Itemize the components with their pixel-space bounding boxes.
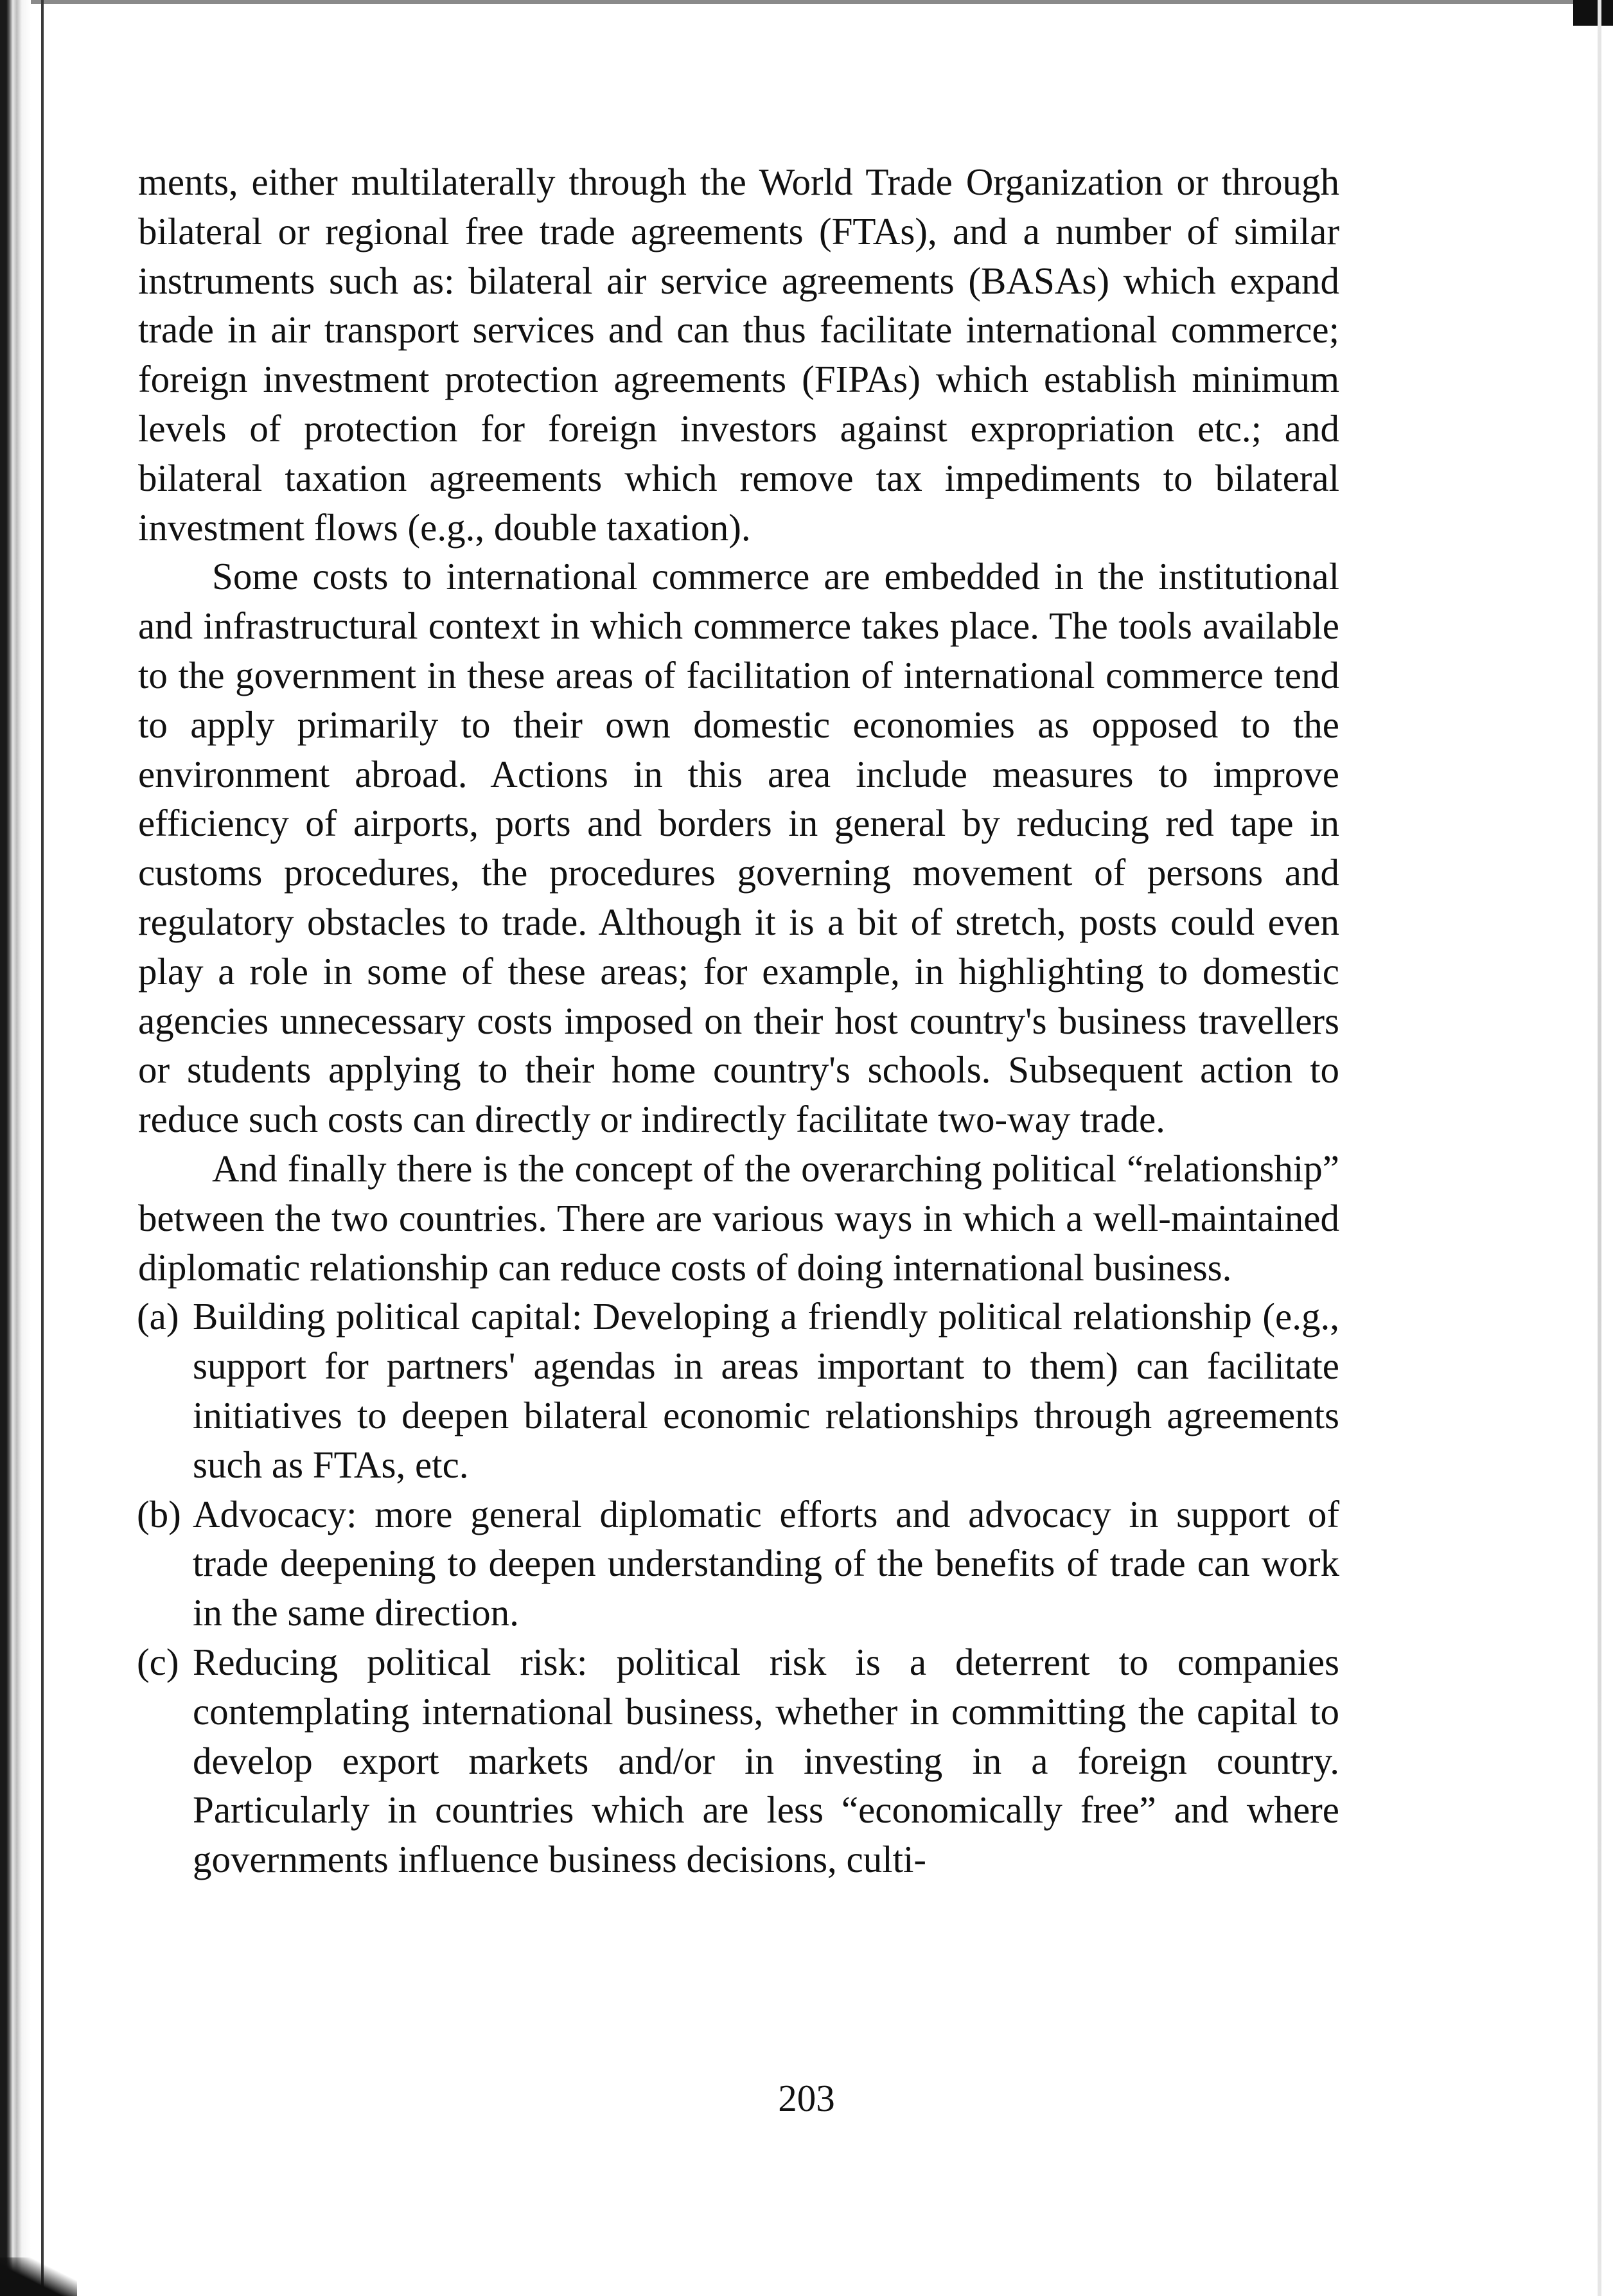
scan-edge-left [0,0,31,2296]
list-marker: (c) [137,1640,179,1683]
scan-corner-bottom-left [0,2257,77,2296]
page-number: 203 [778,2077,835,2119]
paragraph-institutional-costs: Some costs to international commerce are embedded in the institutional and infrastructural context in which commerce takes place. The tools available to the government in these areas of facilitation of international commerce tend to apply primarily to their own domestic economies as opposed to the environment abroad. Actions in this area include measures to improve efficiency of airports, ports and borders in general by reducing red tape in customs procedures, the procedures governing movement of persons and regulatory obstacles to trade. Although it is a bit of stretch, posts could even play a role in some of these areas; for example, in highlighting to domestic agencies unnecessary costs imposed on their host country's business travellers or students applying to their home country's schools. Subsequent action to reduce such costs can directly or indirectly facilitate two-way trade. [138,555,1339,1141]
list-item-text: Advocacy: more general diplomatic efforts and advocacy in support of trade deepening to deepen understanding of the benefits of trade can work in the same direction. [193,1492,1339,1634]
scan-corner-top-right [1573,0,1613,26]
list-item-political-capital [138,1292,1339,1489]
list-marker: (a) [137,1295,179,1338]
paragraph-political-relationship: And finally there is the concept of the overarching political “relationship” between the two countries. There are various ways in which a well-maintained diplomatic relationship can reduce costs of doing international business. [138,1147,1339,1289]
list-marker: (b) [137,1492,181,1535]
list-item-political-risk [138,1638,1339,1884]
page-body [138,157,1339,1884]
list-item-text: Reducing political risk: political risk is a deterrent to companies contemplating international business, whether in committing the capital to develop export markets and/or in investing in a foreign country. Particularly in countries which are less “economically free” and where governments influence business decisions, culti- [193,1640,1339,1881]
list-item-advocacy [138,1490,1339,1638]
scan-edge-top [0,0,1613,4]
list-item-text: Building political capital: Developing a friendly political relationship (e.g., support for partners' agendas in areas important to them) can facilitate initiatives to deepen bilateral economic relationships through agreements such as FTAs, etc. [193,1295,1339,1486]
scan-edge-left-line [41,0,44,2296]
paragraph-continuation: ments, either multilaterally through the World Trade Organization or through bilateral or regional free trade agreements (FTAs), and a number of similar instruments such as: bilateral air service agreements (BASAs) which expand trade in air transport services and can thus facilitate international commerce; foreign investment protection agreements (FIPAs) which establish minimum levels of protection for foreign investors against expropriation etc.; and bilateral taxation agreements which remove tax impediments to bilateral investment flows (e.g., double taxation). [138,161,1339,549]
scan-edge-right [1598,0,1601,2296]
